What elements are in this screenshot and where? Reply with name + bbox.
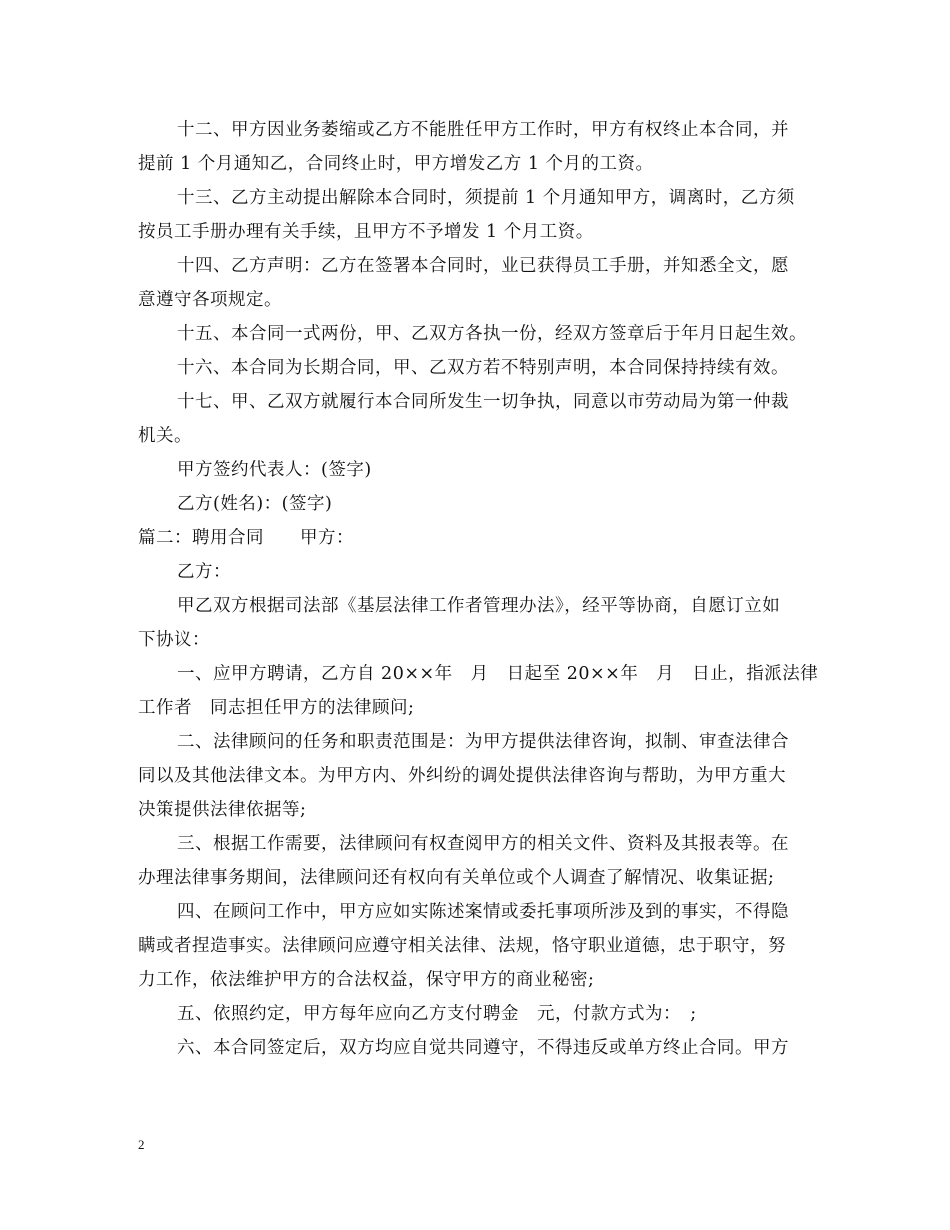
preamble-line-1: 甲乙双方根据司法部《基层法律工作者管理办法》，经平等协商，自愿订立如: [177, 596, 781, 616]
article-4-line-2: 瞒或者捏造事实。法律顾问应遵守相关法律、法规，恪守职业道德，忠于职守，努: [138, 936, 786, 956]
clause-14-line-1: 十四、乙方声明：乙方在签署本合同时，业已获得员工手册，并知悉全文，愿: [177, 256, 789, 276]
clause-12-line-1: 十二、甲方因业务萎缩或乙方不能胜任甲方工作时，甲方有权终止本合同，并: [177, 120, 789, 140]
party-a-signature: 甲方签约代表人：(签字): [177, 460, 372, 480]
clause-17-line-1: 十七、甲、乙双方就履行本合同所发生一切争执，同意以市劳动局为第一仲裁: [177, 392, 789, 412]
clause-13-line-2: 按员工手册办理有关手续，且甲方不予增发 1 个月工资。: [138, 222, 594, 242]
article-2-line-2: 同以及其他法律文本。为甲方内、外纠纷的调处提供法律咨询与帮助，为甲方重大: [138, 766, 786, 786]
article-1-line-2: 工作者 同志担任甲方的法律顾问;: [138, 698, 415, 718]
clause-14-line-2: 意遵守各项规定。: [138, 290, 282, 310]
page-number: 2: [138, 1137, 145, 1152]
party-b-signature: 乙方(姓名)：(签字): [177, 494, 333, 514]
article-1-line-1: 一、应甲方聘请，乙方自 20××年 月 日起至 20××年 月 日止，指派法律: [177, 664, 819, 684]
clause-12-line-2: 提前 1 个月通知乙，合同终止时，甲方增发乙方 1 个月的工资。: [138, 154, 654, 174]
article-6-line-1: 六、本合同签定后，双方均应自觉共同遵守，不得违反或单方终止合同。甲方: [177, 1038, 789, 1058]
party-b-label: 乙方：: [177, 562, 231, 582]
article-2-line-3: 决策提供法律依据等;: [138, 800, 307, 820]
article-3-line-2: 办理法律事务期间，法律顾问还有权向有关单位或个人调查了解情况、收集证据;: [138, 868, 775, 888]
article-2-line-1: 二、法律顾问的任务和职责范围是：为甲方提供法律咨询，拟制、审查法律合: [177, 732, 789, 752]
article-5: 五、依照约定，甲方每年应向乙方支付聘金 元，付款方式为： ;: [177, 1004, 697, 1024]
clause-17-line-2: 机关。: [138, 426, 192, 446]
section-two-heading: 篇二：聘用合同 甲方：: [138, 528, 354, 548]
article-3-line-1: 三、根据工作需要，法律顾问有权查阅甲方的相关文件、资料及其报表等。在: [177, 834, 789, 854]
clause-13-line-1: 十三、乙方主动提出解除本合同时，须提前 1 个月通知甲方，调离时，乙方须: [177, 188, 795, 208]
article-4-line-1: 四、在顾问工作中，甲方应如实陈述案情或委托事项所涉及到的事实，不得隐: [177, 902, 789, 922]
preamble-line-2: 下协议：: [138, 630, 210, 650]
clause-15: 十五、本合同一式两份，甲、乙双方各执一份，经双方签章后于年月日起生效。: [177, 324, 807, 344]
clause-16: 十六、本合同为长期合同，甲、乙双方若不特别声明，本合同保持持续有效。: [177, 358, 789, 378]
article-4-line-3: 力工作，依法维护甲方的合法权益，保守甲方的商业秘密;: [138, 970, 595, 990]
